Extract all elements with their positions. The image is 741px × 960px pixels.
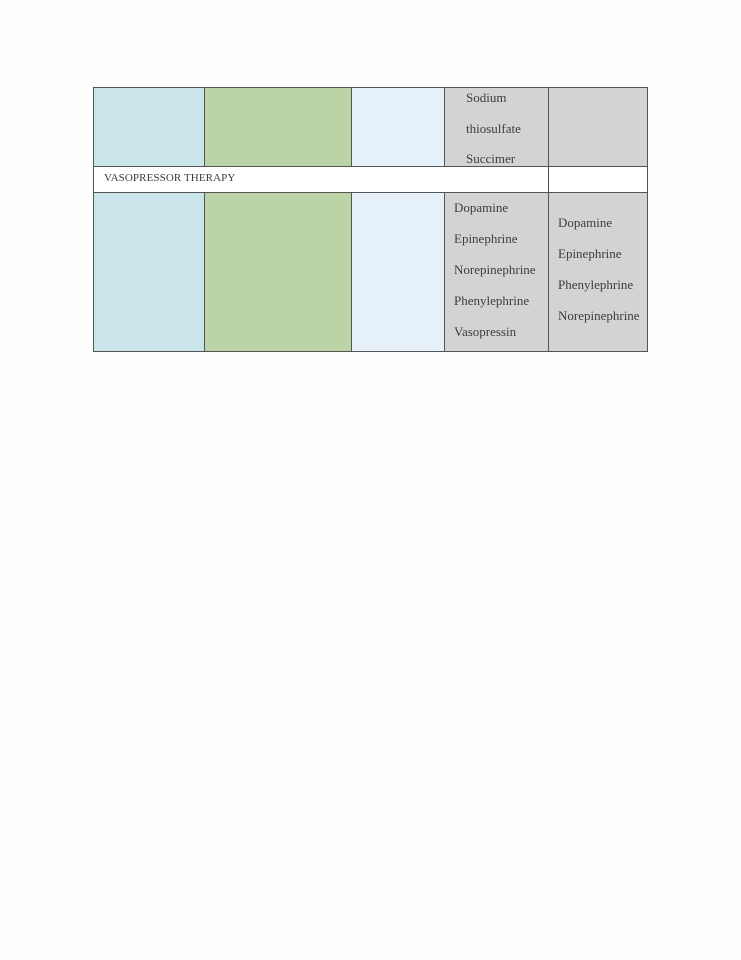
drug-epinephrine: Epinephrine [454,231,518,246]
drug-epinephrine-alt: Epinephrine [558,246,622,261]
row1-col2-cell [204,88,351,166]
section-header-col5-cell [548,166,647,192]
col-divider-1 [204,88,205,166]
drug-norepinephrine-alt: Norepinephrine [558,308,640,323]
row3-col2-cell [204,192,351,351]
row1-col5-cell [548,88,647,166]
row1-col3-cell [351,88,444,166]
row-divider-2 [94,192,647,193]
row3-col1-cell [94,192,204,351]
col-divider-2b [351,192,352,351]
col-divider-3 [444,88,445,166]
col-divider-2 [351,88,352,166]
section-header-cell [94,166,548,192]
drug-sodium: Sodium [466,90,507,105]
col-divider-4 [548,88,549,351]
row3-col3-cell [351,192,444,351]
drug-phenylephrine-alt: Phenylephrine [558,277,634,292]
drug-succimer: Succimer [466,151,516,166]
row3-col4-cell [444,192,548,351]
row1-col4-cell [444,88,548,166]
drug-dopamine-alt: Dopamine [558,215,613,230]
drug-norepinephrine: Norepinephrine [454,262,536,277]
drug-vasopressin: Vasopressin [454,324,517,339]
row-divider-1 [94,166,647,167]
col-divider-1b [204,192,205,351]
section-title-vasopressor: VASOPRESSOR THERAPY [104,172,236,184]
drug-phenylephrine: Phenylephrine [454,293,530,308]
row3-col5-cell [548,192,647,351]
drug-table [93,87,648,352]
drug-thiosulfate: thiosulfate [466,121,521,136]
row1-col1-cell [94,88,204,166]
col-divider-3b [444,192,445,351]
drug-dopamine: Dopamine [454,200,509,215]
